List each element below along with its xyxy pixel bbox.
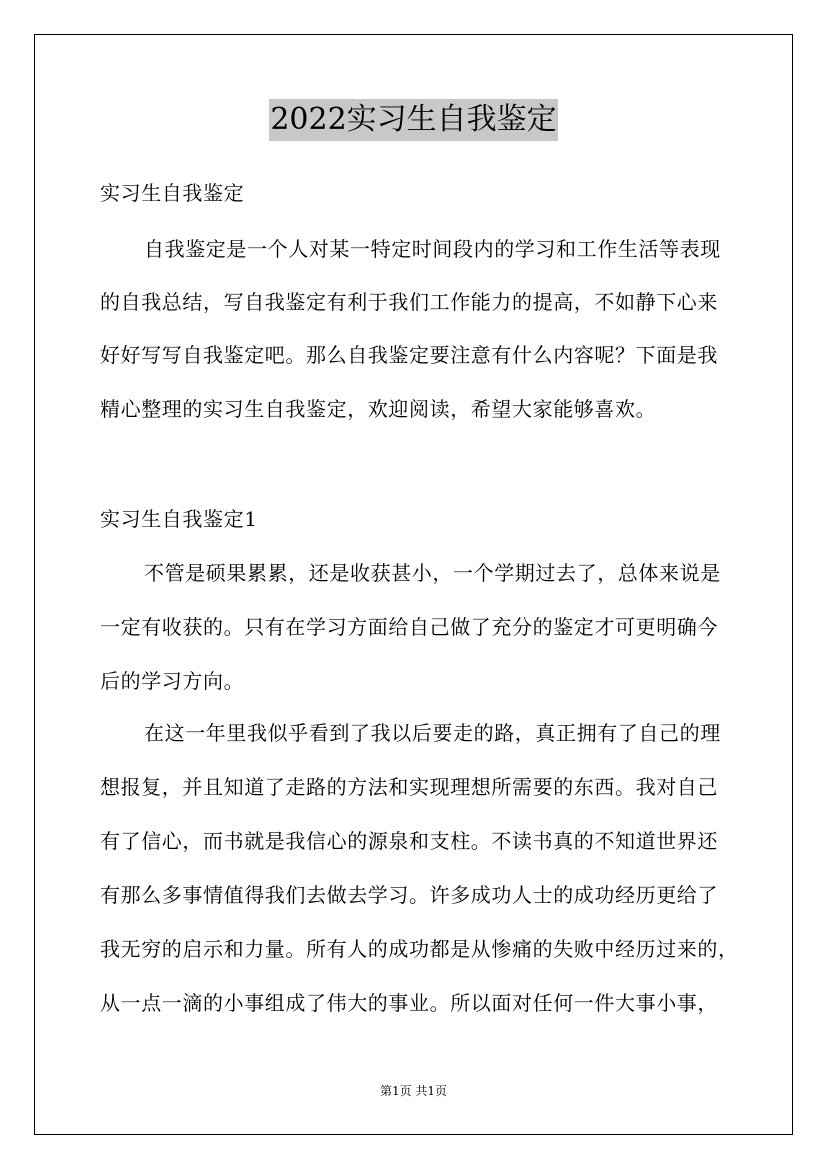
section1-p2-line-5: 我无穷的启示和力量。所有人的成功都是从惨痛的失败中经历过来的， <box>100 937 739 961</box>
intro-line-3: 好好写写自我鉴定吧。那么自我鉴定要注意有什么内容呢？下面是我 <box>100 343 718 367</box>
document-title: 2022实习生自我鉴定 <box>269 99 557 141</box>
section1-p2-line-3: 有了信心，而书就是我信心的源泉和支柱。不读书真的不知道世界还 <box>100 829 718 853</box>
section1-p1-line-2: 一定有收获的。只有在学习方面给自己做了充分的鉴定才可更明确今 <box>100 615 718 639</box>
page-footer: 第1页 共1页 <box>379 1084 448 1098</box>
section1-p2-line-6: 从一点一滴的小事组成了伟大的事业。所以面对任何一件大事小事， <box>100 991 718 1015</box>
intro-line-1: 自我鉴定是一个人对某一特定时间段内的学习和工作生活等表现 <box>144 237 721 261</box>
intro-line-2: 的自我总结，写自我鉴定有利于我们工作能力的提高，不如静下心来 <box>100 290 718 314</box>
intro-heading: 实习生自我鉴定 <box>100 181 245 205</box>
intro-line-4: 精心整理的实习生自我鉴定，欢迎阅读，希望大家能够喜欢。 <box>100 397 657 421</box>
section1-p2-line-1: 在这一年里我似乎看到了我以后要走的路，真正拥有了自己的理 <box>144 721 721 745</box>
title-container <box>0 99 827 141</box>
section1-p2-line-2: 想报复，并且知道了走路的方法和实现理想所需要的东西。我对自己 <box>100 775 718 799</box>
section1-p1-line-1: 不管是硕果累累，还是收获甚小，一个学期过去了，总体来说是 <box>144 561 721 585</box>
section1-p2-line-4: 有那么多事情值得我们去做去学习。许多成功人士的成功经历更给了 <box>100 883 718 907</box>
section1-heading: 实习生自我鉴定1 <box>100 507 258 531</box>
section1-p1-line-3: 后的学习方向。 <box>100 669 245 693</box>
